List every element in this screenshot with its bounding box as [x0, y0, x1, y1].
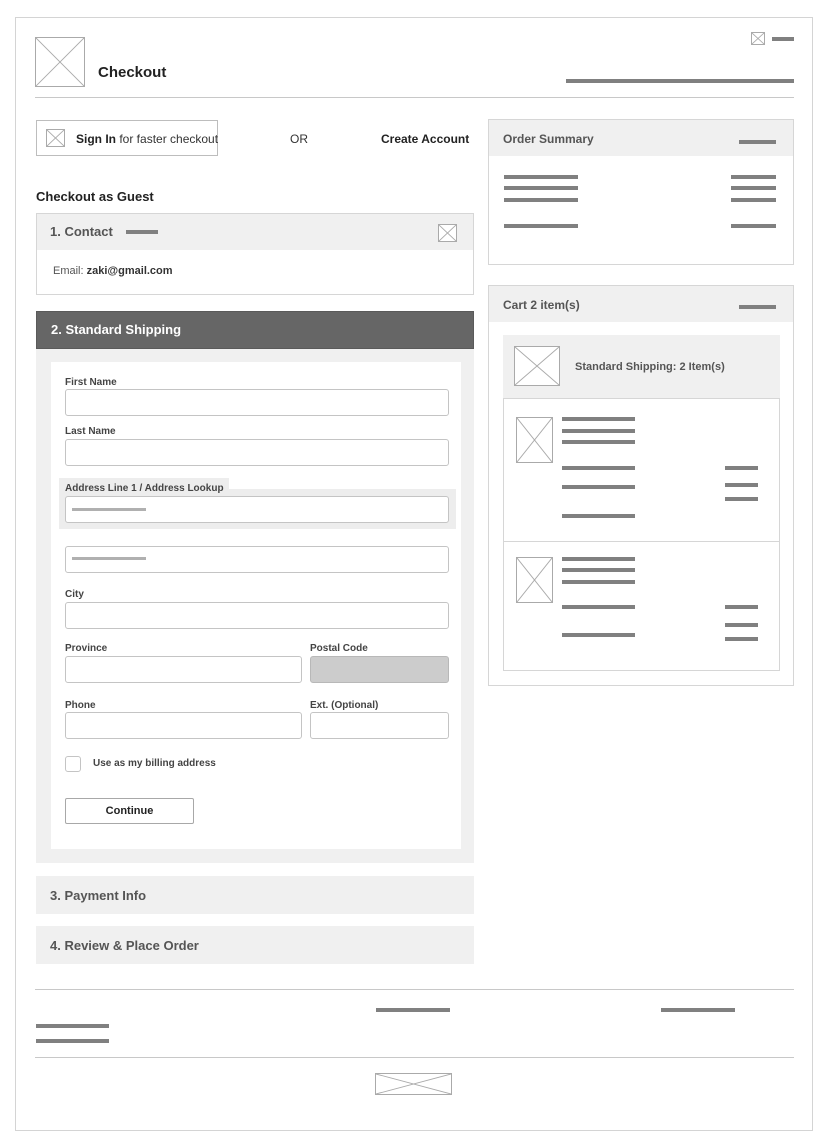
payment-info-step[interactable]: [36, 876, 474, 914]
cart-item-image[interactable]: [516, 417, 553, 463]
create-account-link[interactable]: Create Account: [381, 132, 470, 146]
header-divider: [35, 97, 794, 98]
cart-item-detail: [562, 429, 635, 433]
cart-heading: Cart 2 item(s): [503, 298, 580, 312]
province-input[interactable]: [65, 656, 302, 683]
header-nav-bar[interactable]: [566, 79, 794, 83]
cart-item-price: [725, 483, 758, 487]
postal-code-label: Postal Code: [310, 643, 368, 654]
address-line1-label: Address Line 1 / Address Lookup: [65, 483, 224, 494]
summary-amount: [731, 175, 776, 179]
first-name-input[interactable]: [65, 389, 449, 416]
province-label: Province: [65, 643, 108, 654]
footer-link[interactable]: [376, 1008, 450, 1012]
address-line1-placeholder: [72, 508, 146, 511]
payment-info-label: 3. Payment Info: [50, 888, 147, 903]
cart-item-detail: [562, 605, 635, 609]
cart-item-detail: [562, 557, 635, 561]
logo-placeholder: [35, 37, 85, 87]
continue-button[interactable]: Continue: [65, 798, 194, 824]
cart-item-detail: [562, 440, 635, 444]
or-separator: OR: [290, 132, 308, 146]
review-order-step[interactable]: [36, 926, 474, 964]
summary-line: [504, 198, 578, 202]
contact-email: Email: zaki@gmail.com: [53, 265, 173, 277]
summary-line: [504, 224, 578, 228]
header-menu-bar[interactable]: [772, 37, 794, 41]
guest-checkout-title: Checkout as Guest: [36, 189, 154, 204]
cart-item-price: [725, 605, 758, 609]
ext-label: Ext. (Optional): [310, 700, 379, 711]
address-line2-placeholder: [72, 557, 146, 560]
cart-item-price: [725, 466, 758, 470]
cart-item-detail: [562, 514, 635, 518]
review-order-label: 4. Review & Place Order: [50, 938, 199, 953]
cart-item-detail: [562, 417, 635, 421]
summary-line: [504, 186, 578, 190]
phone-label: Phone: [65, 700, 96, 711]
summary-amount: [731, 198, 776, 202]
sign-in-icon: [46, 129, 65, 147]
footer-link[interactable]: [661, 1008, 735, 1012]
postal-code-input[interactable]: [310, 656, 449, 683]
last-name-label: Last Name: [65, 426, 116, 437]
city-input[interactable]: [65, 602, 449, 629]
order-summary-heading: Order Summary: [503, 132, 594, 146]
cart-item-detail: [562, 580, 635, 584]
city-label: City: [65, 589, 84, 600]
footer-link[interactable]: [36, 1024, 109, 1028]
cart-item-detail: [562, 568, 635, 572]
cart-item-image[interactable]: [516, 557, 553, 603]
contact-heading: 1. Contact: [50, 224, 113, 239]
page-title: Checkout: [98, 64, 167, 81]
footer-link[interactable]: [36, 1039, 109, 1043]
last-name-input[interactable]: [65, 439, 449, 466]
cart-item-price: [725, 623, 758, 627]
cart-item-price: [725, 497, 758, 501]
sign-in-label[interactable]: Sign In for faster checkout: [76, 132, 219, 146]
summary-amount: [731, 224, 776, 228]
footer-divider-bottom: [35, 1057, 794, 1058]
shipping-group-label: Standard Shipping: 2 Item(s): [575, 361, 725, 373]
summary-amount: [731, 186, 776, 190]
cart-item-detail: [562, 633, 635, 637]
cart-item-price: [725, 637, 758, 641]
footer-divider-top: [35, 989, 794, 990]
phone-input[interactable]: [65, 712, 302, 739]
shipping-group-icon: [514, 346, 560, 386]
cart-item-detail: [562, 485, 635, 489]
billing-address-label: Use as my billing address: [93, 758, 216, 769]
summary-line: [504, 175, 578, 179]
billing-address-checkbox[interactable]: [65, 756, 81, 772]
cart-toggle[interactable]: [739, 305, 776, 309]
ext-input[interactable]: [310, 712, 449, 739]
contact-heading-bar: [126, 230, 158, 234]
footer-logo-placeholder: [375, 1073, 452, 1095]
first-name-label: First Name: [65, 377, 117, 388]
contact-edit-icon[interactable]: [438, 224, 457, 242]
order-summary-toggle[interactable]: [739, 140, 776, 144]
cart-item-detail: [562, 466, 635, 470]
header-image-icon[interactable]: [751, 32, 765, 45]
shipping-heading: 2. Standard Shipping: [51, 322, 182, 337]
